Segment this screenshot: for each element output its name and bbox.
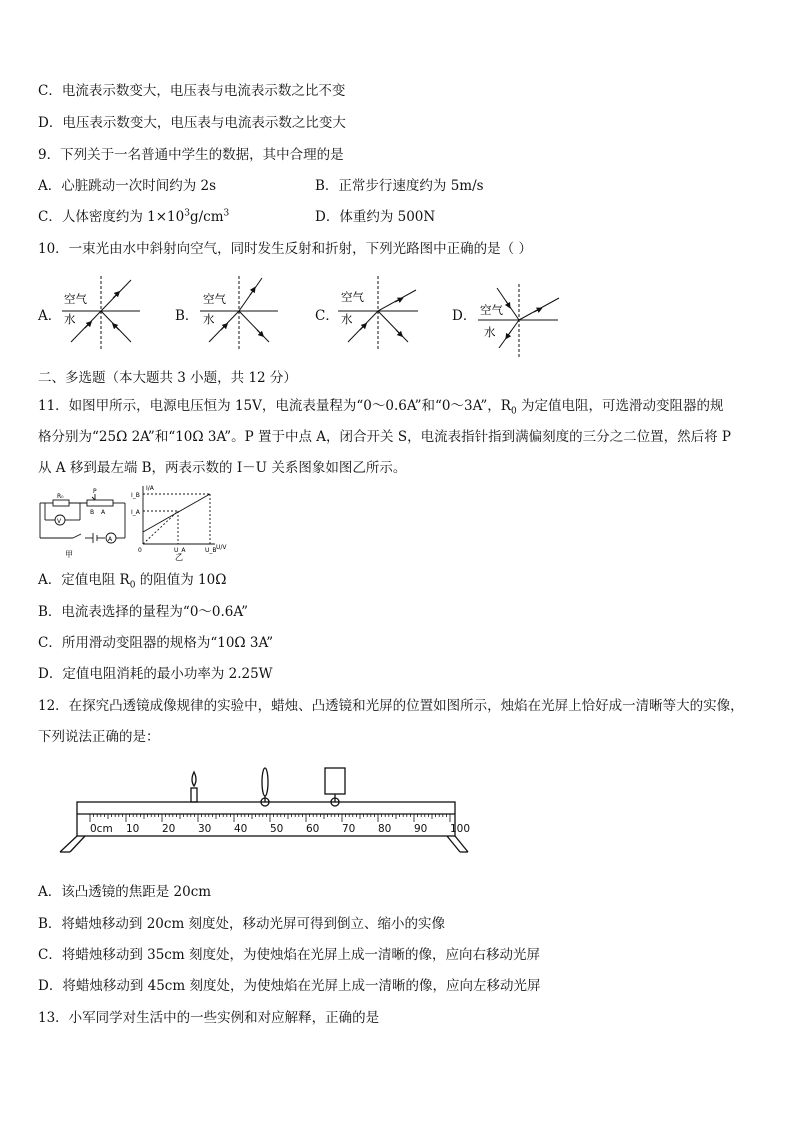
q10-air-label-c: 空气 <box>341 290 364 304</box>
q9-option-c: C．人体密度约为 $1\times 10^3g/cm^3$ <box>38 208 230 225</box>
q10-water-label-d: 水 <box>484 325 496 339</box>
q9-option-d: D．体重约为 500N <box>315 209 436 225</box>
q12-ruler-label: 0cm <box>90 823 113 835</box>
q12-ruler-ticks <box>90 814 450 822</box>
q11-option-c: C．所用滑动变阻器的规格为“10Ω 3A” <box>38 635 274 651</box>
q11-line-2: 格分别为“25Ω 2A”和“10Ω 3A”。P 置于中点 A，闭合开关 S，电流表指针指到满偏刻度的三分之二位置，然后将 P <box>38 429 731 445</box>
q11-label-ub: U_B <box>205 547 217 554</box>
q11-ammeter-icon: A <box>108 536 113 543</box>
q12-ruler-label: 60 <box>306 823 320 835</box>
q12-ruler-label: 90 <box>414 823 428 835</box>
q12-line-2: 下列说法正确的是： <box>38 729 160 745</box>
q12-ruler-labels <box>90 823 470 835</box>
q12-ruler-label: 30 <box>198 823 212 835</box>
q10-air-label-b: 空气 <box>203 292 226 306</box>
q11-option-a: A．定值电阻 $R_0$ 的阻值为 10Ω <box>38 572 227 591</box>
q10-stem: 10．一束光由水中斜射向空气，同时发生反射和折射，下列光路图中正确的是（ ） <box>38 241 532 257</box>
q10-diagrams <box>0 268 794 360</box>
q11-graph-yi <box>143 486 215 544</box>
q12-option-c: C．将蜡烛移动到 35cm 刻度处，为使烛焰在光屏上成一清晰的像，应向右移动光屏 <box>38 947 540 963</box>
q11-line-3: 从 A 移到最左端 B，两表示数的 I－U 关系图象如图乙所示。 <box>38 460 407 476</box>
q11-label-ib: I_B <box>131 492 140 499</box>
q10-label-a: A． <box>38 308 62 324</box>
q12-ruler-label: 50 <box>270 823 284 835</box>
q11-circuit-jia <box>40 494 125 543</box>
q9-stem: 9．下列关于一名普通中学生的数据，其中合理的是 <box>38 147 344 163</box>
q8-option-c: C．电流表示数变大，电压表与电流表示数之比不变 <box>38 83 346 99</box>
q10-label-c: C． <box>315 308 339 324</box>
q12-line-1: 12．在探究凸透镜成像规律的实验中，蜡烛、凸透镜和光屏的位置如图所示，烛焰在光屏上恰好成一清晰等大的实像， <box>38 698 744 714</box>
q12-optical-bench <box>55 762 475 862</box>
q13-stem: 13．小军同学对生活中的一些实例和对应解释，正确的是 <box>38 1010 380 1026</box>
q11-axis-i: I/A <box>146 485 154 492</box>
q12-ruler-label: 70 <box>342 823 356 835</box>
q10-air-label-a: 空气 <box>64 292 87 306</box>
q11-axis-u: U/V <box>216 544 227 551</box>
q11-label-a: A <box>101 509 106 516</box>
q12-option-b: B．将蜡烛移动到 20cm 刻度处，移动光屏可得到倒立、缩小的实像 <box>38 916 446 932</box>
q10-air-label-d: 空气 <box>480 303 503 317</box>
q9-option-b: B．正常步行速度约为 5m/s <box>315 178 484 194</box>
q10-label-d: D． <box>452 308 477 324</box>
q11-voltmeter-icon: V <box>57 518 62 525</box>
q11-line-1: 11．如图甲所示，电源电压恒为 15V，电流表量程为“0～0.6A”和“0～3A”，$R_0$ 为定值电阻，可选滑动变阻器的规 <box>38 398 724 417</box>
q10-label-b: B． <box>175 308 199 324</box>
q11-label-yi: 乙 <box>175 553 183 562</box>
q11-option-d: D．定值电阻消耗的最小功率为 2.25W <box>38 666 273 682</box>
q11-label-p: P <box>93 488 97 495</box>
q12-option-a: A．该凸透镜的焦距是 20cm <box>38 884 212 900</box>
q12-ruler-label: 20 <box>162 823 176 835</box>
q11-label-ua: U_A <box>174 547 186 554</box>
q11-label-origin: 0 <box>138 547 142 554</box>
q8-option-d: D．电压表示数变大，电压表与电流表示数之比变大 <box>38 115 346 131</box>
q10-water-label-b: 水 <box>203 312 215 326</box>
q12-ruler-label: 80 <box>378 823 392 835</box>
section-heading: 二、多选题（本大题共 3 小题，共 12 分） <box>38 370 297 386</box>
q12-option-d: D．将蜡烛移动到 45cm 刻度处，为使烛焰在光屏上成一清晰的像，应向左移动光屏 <box>38 978 541 994</box>
q12-ruler-label: 10 <box>126 823 140 835</box>
q10-water-label-a: 水 <box>64 312 76 326</box>
q11-figures <box>35 482 235 562</box>
q11-option-b: B．电流表选择的量程为“0～0.6A” <box>38 604 249 620</box>
q9-option-a: A．心脏跳动一次时间约为 2s <box>38 178 217 194</box>
q12-ruler-label: 40 <box>234 823 248 835</box>
q11-label-b: B <box>90 509 95 516</box>
q10-water-label-c: 水 <box>341 312 353 326</box>
q12-ruler-label: 100 <box>450 823 471 835</box>
q10-diagram-d <box>478 284 559 358</box>
q11-label-ia: I_A <box>131 509 140 516</box>
q11-label-jia: 甲 <box>65 550 73 559</box>
q11-label-r0: R₀ <box>57 493 64 500</box>
